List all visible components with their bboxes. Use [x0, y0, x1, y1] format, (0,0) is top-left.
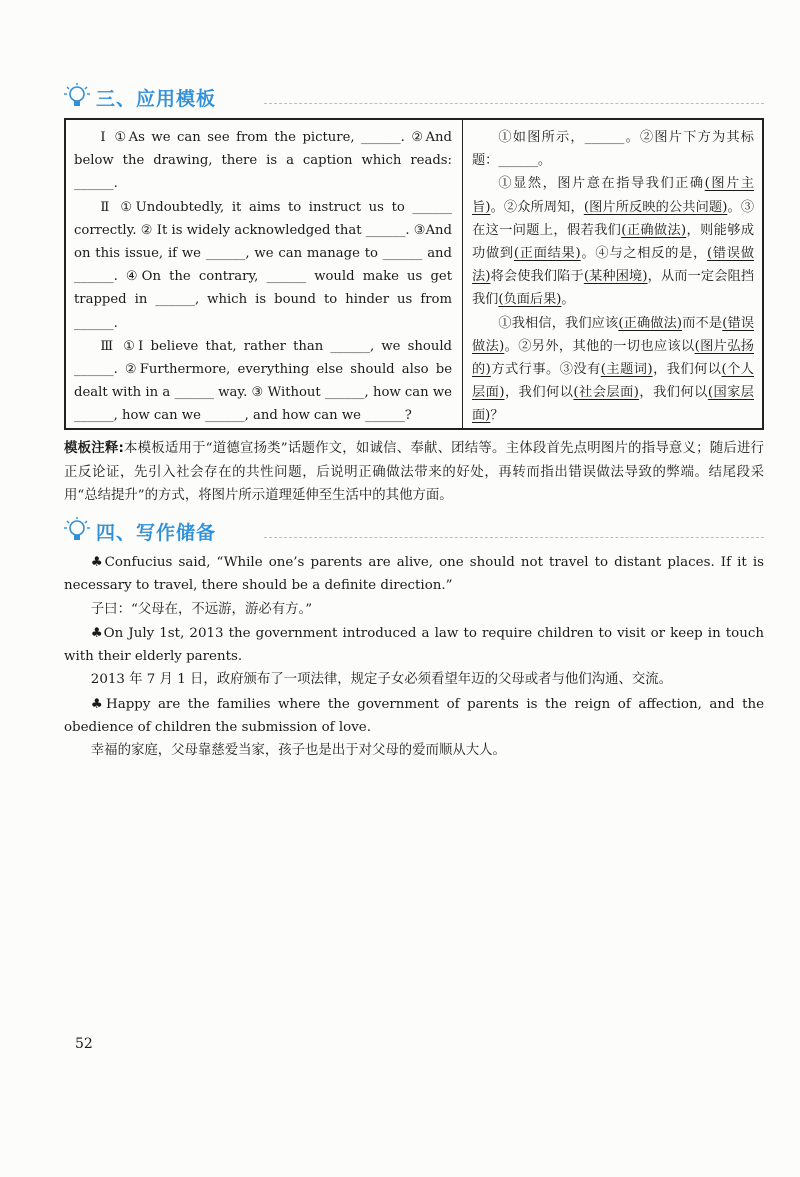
quote-english-3: ♣Happy are the families where the government of parents is the reign of affection, and the obedience of children the submission of love. — [64, 696, 764, 736]
quote-chinese-1: 子曰：“父母在，不远游，游必有方。” — [90, 601, 313, 617]
template-note-label: 模板注释: — [64, 441, 124, 456]
page-number: 52 — [75, 1036, 93, 1052]
template-note — [64, 437, 764, 508]
placeholder-underlined: (主题词) — [600, 362, 653, 378]
placeholder-underlined: (错误做法) — [472, 246, 755, 285]
section-4-header — [64, 516, 764, 546]
template-text-segment: ①如图所示，______。②图片下方为其标题：______。 — [472, 130, 754, 169]
placeholder-underlined: (图片所反映的公共问题) — [583, 199, 728, 215]
placeholder-underlined: (负面后果) — [498, 292, 562, 308]
lightbulb-icon — [64, 516, 90, 546]
template-text-segment: 将会使我们陷于 — [490, 269, 584, 285]
template-text-segment: ，从而一定会阻挡我们 — [472, 269, 755, 308]
section-3-divider — [264, 103, 764, 104]
chinese-paragraph-2 — [472, 172, 754, 311]
template-text-segment: 。④与之相反的是， — [580, 246, 708, 262]
placeholder-underlined: (正确做法) — [618, 315, 683, 331]
template-text-segment: ①显然，图片意在指导我们正确 — [498, 176, 705, 192]
quote-chinese-3: 幸福的家庭，父母靠慈爱当家，孩子也是出于对父母的爱而顺从大人。 — [90, 743, 506, 759]
template-text-segment: ，则能够成功做到 — [472, 222, 755, 262]
writing-preparation — [64, 551, 764, 764]
template-text-segment: ①我相信，我们应该 — [498, 315, 619, 331]
template-text-segment: 而不是 — [682, 315, 723, 331]
template-text-segment: 。 — [561, 292, 575, 308]
template-text-segment: 。②另外，其他的一切也应该以 — [504, 338, 695, 354]
english-paragraph-1: Ⅰ ①As we can see from the picture, ______. ②And below the drawing, there is a caption which reads: ______. — [74, 130, 452, 192]
placeholder-underlined: (某种困境) — [583, 269, 648, 285]
placeholder-underlined: (正确做法) — [621, 222, 687, 238]
template-text-segment: ，我们何以 — [652, 362, 722, 378]
placeholder-underlined: (正面结果) — [513, 246, 581, 262]
placeholder-underlined: (图片弘扬的) — [472, 338, 754, 378]
template-chinese-column — [472, 126, 754, 428]
template-text-segment: 方式行事。③没有 — [490, 362, 601, 378]
placeholder-underlined: (社会层面) — [573, 385, 639, 401]
template-text-segment: ？ — [490, 408, 504, 424]
chinese-paragraph-1 — [472, 126, 754, 172]
template-english-column — [74, 126, 452, 428]
quote-english-1: ♣Confucius said, “While one’s parents are alive, one should not travel to distant places. If it is necessary to travel, there should be a definite direction.” — [64, 555, 764, 594]
quote-english-2: ♣On July 1st, 2013 the government introduced a law to require children to visit or keep in touch with their elderly parents. — [64, 625, 764, 665]
column-divider — [462, 120, 463, 428]
template-text-segment: 。②众所周知， — [490, 199, 584, 215]
english-paragraph-3: Ⅲ ①I believe that, rather than ______, we should ______. ②Furthermore, everything else should also be dealt with in a ______ way. ③ Without ______, how can we ______, how can we ______, and how can we ______? — [74, 338, 452, 424]
section-4-title: 四、写作储备 — [96, 522, 217, 544]
placeholder-underlined: (个人层面) — [472, 362, 754, 401]
template-table — [64, 118, 764, 430]
template-text-segment: 。③在这一问题上，假若我们 — [472, 199, 755, 238]
placeholder-underlined: (图片主旨) — [472, 176, 754, 215]
chinese-paragraph-3 — [472, 312, 754, 428]
quote-chinese-2: 2013 年 7 月 1 日，政府颁布了一项法律，规定子女必须看望年迈的父母或者与他们沟通、交流。 — [90, 672, 673, 688]
template-note-text: 本模板适用于“道德宣扬类”话题作文，如诚信、奉献、团结等。主体段首先点明图片的指导意义；随后进行正反论证，先引入社会存在的共性问题，后说明正确做法带来的好处，再转而指出错误做法导致的弊端。结尾段采用“总结提升”的方式，将图片所示道理延伸至生活中的其他方面。 — [64, 441, 764, 503]
lightbulb-icon — [64, 82, 90, 112]
template-text-segment: ，我们何以 — [504, 385, 574, 401]
section-3-title: 三、应用模板 — [96, 88, 217, 110]
placeholder-underlined: (错误做法) — [472, 315, 755, 354]
placeholder-underlined: (国家层面) — [472, 385, 754, 424]
section-3-header — [64, 82, 764, 112]
section-4-divider — [264, 537, 764, 538]
template-text-segment: ，我们何以 — [638, 385, 708, 401]
english-paragraph-2: Ⅱ ①Undoubtedly, it aims to instruct us to ______ correctly. ② It is widely acknowledged that ______. ③And on this issue, if we ______, we can manage to ______ and ______. ④On the contrary, ______ would make us get trapped in ______, which is bound to hinder us from ______. — [74, 199, 452, 331]
